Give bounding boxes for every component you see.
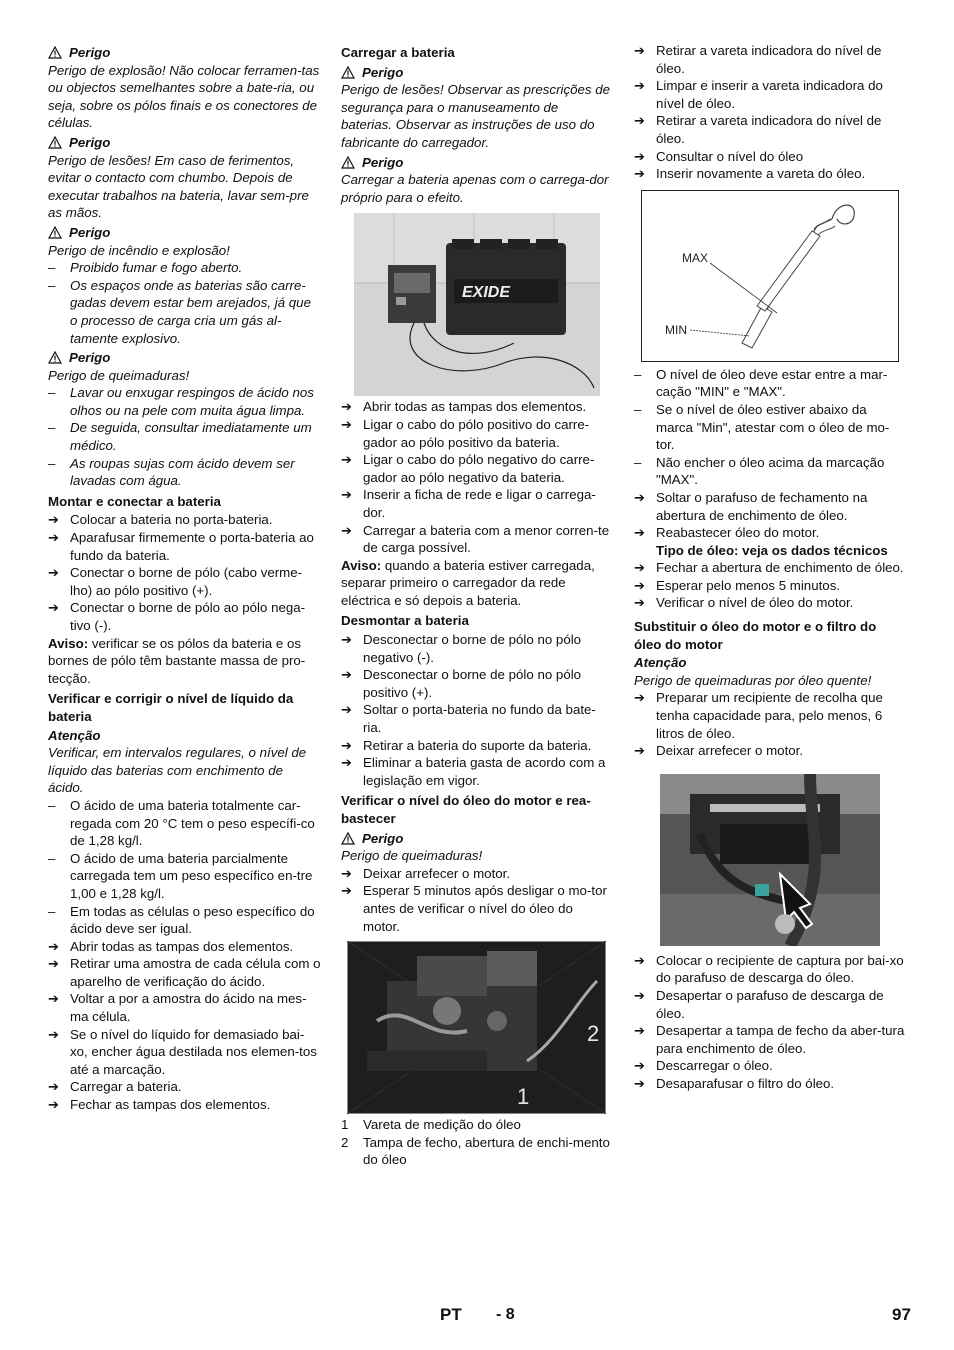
section-heading: Desmontar a bateria xyxy=(341,613,469,629)
note: Aviso: verificar se os pólos da bateria e os bornes de pólo têm bastante massa de pro-tecção. xyxy=(48,635,306,686)
footer-subpage: - 8 xyxy=(496,1306,515,1323)
arrow-icon: ➔ xyxy=(634,43,645,58)
legend-item: 1 Vareta de medição do óleo xyxy=(341,1117,521,1133)
step-item: ➔ Abrir todas as tampas dos elementos. xyxy=(341,399,587,415)
step-item: ➔ Desapertar o parafuso de descarga de óleo. xyxy=(634,988,884,1021)
step-item: ➔ Aparafusar firmemente o porta-bateria ao fundo da bateria. xyxy=(48,530,314,563)
arrow-icon: ➔ xyxy=(48,530,59,546)
arrow-icon: ➔ xyxy=(634,78,645,94)
warning-icon xyxy=(341,66,355,79)
arrow-icon: ➔ xyxy=(341,667,352,683)
section-heading: Substituir o óleo do motor e o filtro do óleo do motor xyxy=(634,619,877,652)
caution-text: Verificar, em intervalos regulares, o nível de líquido das baterias com enchimento de ácido. xyxy=(48,745,307,796)
list-item: – De seguida, consultar imediatamente um médico. xyxy=(48,420,312,454)
step-item: ➔ Descarregar o óleo. xyxy=(634,1058,773,1074)
section-heading: Verificar o nível do óleo do motor e rea-bastecer xyxy=(341,793,591,826)
warning-text: Perigo de incêndio e explosão! xyxy=(48,242,230,258)
step-item: ➔ Deixar arrefecer o motor. xyxy=(341,865,511,881)
step-item: ➔ Abrir todas as tampas dos elementos. xyxy=(48,938,294,954)
arrow-icon: ➔ xyxy=(634,560,645,576)
arrow-icon: ➔ xyxy=(341,865,352,881)
step-item: ➔ Soltar o parafuso de fechamento na abertura de enchimento de óleo. xyxy=(634,489,868,523)
arrow-icon: ➔ xyxy=(341,487,352,503)
arrow-icon: ➔ xyxy=(634,1075,645,1091)
arrow-icon: ➔ xyxy=(634,743,645,759)
caution-text: Perigo de queimaduras por óleo quente! xyxy=(634,672,872,688)
arrow-icon: ➔ xyxy=(634,113,645,129)
step-item: ➔ Desaparafusar o filtro do óleo. xyxy=(634,1075,835,1091)
arrow-icon: ➔ xyxy=(48,565,59,581)
arrow-icon: ➔ xyxy=(48,1079,59,1095)
arrow-icon: ➔ xyxy=(634,489,645,505)
list-item: – O nível de óleo deve estar entre a mar-cação "MIN" e "MAX". xyxy=(634,366,888,400)
arrow-icon: ➔ xyxy=(341,522,352,538)
warning-title: Perigo xyxy=(341,154,613,172)
caution-title: Atenção xyxy=(48,727,101,743)
arrow-icon: ➔ xyxy=(48,512,59,528)
warning-icon xyxy=(341,156,355,169)
arrow-icon: ➔ xyxy=(341,416,352,432)
arrow-icon: ➔ xyxy=(341,399,352,415)
battery-brand: EXIDE xyxy=(462,284,511,302)
warning-text: Perigo de queimaduras! xyxy=(341,848,483,864)
list-item: – As roupas sujas com ácido devem ser lavadas com água. xyxy=(48,455,295,489)
arrow-icon: ➔ xyxy=(634,577,645,593)
warning-title: Perigo xyxy=(341,64,613,82)
arrow-icon: ➔ xyxy=(634,690,645,706)
step-item: ➔ Desconectar o borne de pólo no pólo negativo (-). xyxy=(341,632,582,665)
step-item: ➔ Conectar o borne de pólo ao pólo nega-tivo (-). xyxy=(48,600,306,633)
warning-icon xyxy=(341,832,355,845)
arrow-icon: ➔ xyxy=(48,956,59,972)
step-item: ➔ Esperar pelo menos 5 minutos. xyxy=(634,577,841,593)
caution-title: Atenção xyxy=(634,655,687,671)
arrow-icon: ➔ xyxy=(48,1097,59,1113)
oil-type-note: Tipo de óleo: veja os dados técnicos xyxy=(656,542,888,558)
arrow-icon: ➔ xyxy=(341,702,352,718)
step-item: ➔ Esperar 5 minutos após desligar o mo-tor antes de verificar o nível do óleo do motor. xyxy=(341,883,607,934)
arrow-icon: ➔ xyxy=(48,600,59,616)
engine-photo xyxy=(347,941,606,1114)
legend-item: 2 Tampa de fecho, abertura de enchi-mento do óleo xyxy=(341,1134,610,1168)
warning-text: Perigo de explosão! Não colocar ferramen-tas ou objectos semelhantes sobre a bate-ria, ou seja, sobre os pólos finais e os conectores de células. xyxy=(48,62,320,131)
arrow-icon: ➔ xyxy=(634,525,645,541)
warning-text: Perigo de lesões! Em caso de ferimentos, evitar o contacto com chumbo. Depois de executar trabalhos na bateria, lavar sem-pre as mãos. xyxy=(48,152,309,221)
step-item: ➔ Ligar o cabo do pólo positivo do carre-gador ao pólo positivo da bateria. xyxy=(341,416,590,450)
step-item: ➔ Consultar o nível do óleo xyxy=(634,148,804,164)
step-item: ➔ Preparar um recipiente de recolha que tenha capacidade para, pelo menos, 6 litros de óleo. xyxy=(634,690,883,741)
step-item: ➔ Limpar e inserir a vareta indicadora do nível de óleo. xyxy=(634,78,883,111)
step-item: ➔ Retirar a vareta indicadora do nível de óleo. xyxy=(634,43,882,76)
warning-text: Perigo de queimaduras! xyxy=(48,367,190,383)
warning-icon xyxy=(48,351,62,364)
warning-title: Perigo xyxy=(48,224,322,242)
step-item: ➔ Carregar a bateria. xyxy=(48,1079,182,1095)
callout-1: 1 xyxy=(517,1084,530,1110)
section-heading: Montar e conectar a bateria xyxy=(48,493,221,509)
step-item: ➔ Inserir a ficha de rede e ligar o carrega-dor. xyxy=(341,487,596,520)
warning-title: Perigo xyxy=(341,830,613,848)
callout-2: 2 xyxy=(587,1021,600,1047)
battery-charger-photo xyxy=(354,213,600,396)
arrow-icon: ➔ xyxy=(341,632,352,648)
section-heading: Verificar e corrigir o nível de líquido da bateria xyxy=(48,691,294,724)
warning-icon xyxy=(48,136,62,149)
step-item: ➔ Desapertar a tampa de fecho da aber-tura para enchimento de óleo. xyxy=(634,1023,905,1056)
list-item: – Os espaços onde as baterias são carre-gadas devem estar bem arejados, já que o processo de carga cria um gás al-tamente explosivo. xyxy=(48,277,311,346)
section-heading: Carregar a bateria xyxy=(341,45,455,60)
step-item: ➔ Colocar a bateria no porta-bateria. xyxy=(48,512,273,528)
column-3 xyxy=(634,42,906,1093)
column-1 xyxy=(48,42,322,1114)
step-item: ➔ Carregar a bateria com a menor corren-te de carga possível. xyxy=(341,522,610,556)
arrow-icon: ➔ xyxy=(341,737,352,753)
arrow-icon: ➔ xyxy=(341,755,352,771)
step-item: ➔ Desconectar o borne de pólo no pólo positivo (+). xyxy=(341,667,582,700)
column-2 xyxy=(341,42,613,1169)
list-item: – Se o nível de óleo estiver abaixo da marca "Min", atestar com o óleo de mo-tor. xyxy=(634,401,890,453)
list-item: – Não encher o óleo acima da marcação "MAX". xyxy=(634,454,885,488)
arrow-icon: ➔ xyxy=(634,166,645,182)
step-item: ➔ Retirar uma amostra de cada célula com o aparelho de verificação do ácido. xyxy=(48,956,321,989)
arrow-icon: ➔ xyxy=(634,595,645,611)
step-item: ➔ Ligar o cabo do pólo negativo do carre-gador ao pólo negativo da bateria. xyxy=(341,452,595,485)
warning-text: Perigo de lesões! Observar as prescrições de segurança para o manuseamento de baterias. Observar as instruções de uso do fabricante do carregador. xyxy=(341,82,611,150)
list-item: – O ácido de uma bateria totalmente car-regada com 20 °C tem o peso específi-co de 1,28 kg/l. xyxy=(48,797,315,849)
min-label: MIN xyxy=(665,322,687,337)
list-item: – Proibido fumar e fogo aberto. xyxy=(48,260,243,276)
list-item: – O ácido de uma bateria parcialmente carregada tem um peso específico en-tre 1,00 e 1,28 kg/l. xyxy=(48,850,313,901)
arrow-icon: ➔ xyxy=(48,991,59,1007)
arrow-icon: ➔ xyxy=(48,938,59,954)
step-item: ➔ Fechar a abertura de enchimento de óleo. xyxy=(634,560,904,576)
step-item: ➔ Soltar o porta-bateria no fundo da bate-ria. xyxy=(341,702,596,736)
step-item: ➔ Eliminar a bateria gasta de acordo com a legislação em vigor. xyxy=(341,755,606,788)
arrow-icon: ➔ xyxy=(634,988,645,1003)
arrow-icon: ➔ xyxy=(634,1023,645,1039)
footer-page-number: 97 xyxy=(892,1305,911,1324)
warning-title: Perigo xyxy=(48,134,322,152)
warning-icon xyxy=(48,46,62,59)
step-item: ➔ Voltar a por a amostra do ácido na mes-ma célula. xyxy=(48,991,307,1025)
arrow-icon: ➔ xyxy=(341,452,352,468)
list-item: – Lavar ou enxugar respingos de ácido nos olhos ou na pele com muita água limpa. xyxy=(48,385,314,418)
max-label: MAX xyxy=(682,250,709,265)
step-item: ➔ Verificar o nível de óleo do motor. xyxy=(634,595,854,611)
step-item: ➔ Conectar o borne de pólo (cabo verme-lho) ao pólo positivo (+). xyxy=(48,565,303,598)
warning-title: Perigo xyxy=(48,44,322,62)
step-item: ➔ Retirar a bateria do suporte da bateria. xyxy=(341,737,592,753)
note: Aviso: quando a bateria estiver carregada, separar primeiro o carregador da rede eléctrica e só depois a bateria. xyxy=(341,557,595,608)
arrow-icon: ➔ xyxy=(634,1058,645,1074)
step-item: ➔ Se o nível do líquido for demasiado bai-xo, encher água destilada nos elemen-tos até a marcação. xyxy=(48,1026,317,1077)
step-item: ➔ Inserir novamente a vareta do óleo. xyxy=(634,166,866,182)
list-item: – Em todas as células o peso específico do ácido deve ser igual. xyxy=(48,903,315,937)
step-item: ➔ Retirar a vareta indicadora do nível de óleo. xyxy=(634,113,882,146)
warning-title: Perigo xyxy=(48,349,322,367)
oil-drain-photo xyxy=(660,774,880,946)
dipstick-diagram xyxy=(641,190,899,362)
warning-text: Carregar a bateria apenas com o carrega-dor próprio para o efeito. xyxy=(341,172,609,205)
arrow-icon: ➔ xyxy=(341,883,352,899)
step-item: ➔ Reabastecer óleo do motor. xyxy=(634,525,820,541)
step-item: ➔ Colocar o recipiente de captura por bai-xo do parafuso de descarga do óleo. xyxy=(634,952,904,986)
warning-icon xyxy=(48,226,62,239)
step-item: ➔ Deixar arrefecer o motor. xyxy=(634,743,804,759)
arrow-icon: ➔ xyxy=(634,148,645,164)
footer-language: PT xyxy=(440,1305,462,1324)
arrow-icon: ➔ xyxy=(48,1026,59,1042)
step-item: ➔ Fechar as tampas dos elementos. xyxy=(48,1097,271,1113)
arrow-icon: ➔ xyxy=(634,952,645,968)
